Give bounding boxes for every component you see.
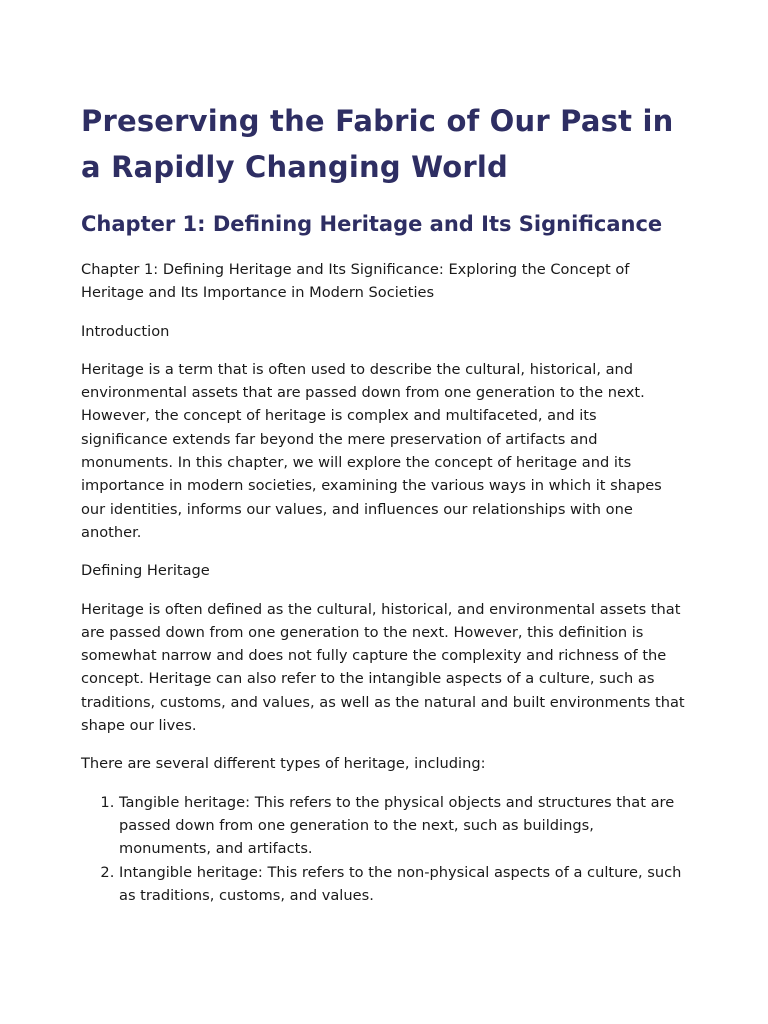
list-item: 1. Tangible heritage: This refers to the physical objects and structures that are passed down from one generation to the next, such as buildings, monuments, and artifacts. (119, 791, 685, 861)
chapter-heading: Chapter 1: Defining Heritage and Its Significance (81, 212, 663, 236)
document-title: Preserving the Fabric of Our Past in a Rapidly Changing World (81, 104, 674, 184)
introduction-paragraph: Heritage is a term that is often used to describe the cultural, historical, and environmental assets that are passed down from one generation to the next. However, the concept of heritage is complex and multifaceted, and its significance extends far beyond the mere preservation of artifacts and monuments. In this chapter, we will explore the concept of heritage and its importance in modern societies, examining the various ways in which it shapes our identities, informs our values, and influences our relationships with one another. (81, 360, 662, 541)
list-item: 2. Intangible heritage: This refers to the non-physical aspects of a culture, such as traditions, customs, and values. (119, 861, 685, 908)
heritage-types-intro: There are several different types of heritage, including: (81, 755, 486, 773)
heritage-types-list (81, 791, 685, 907)
document-page (81, 98, 685, 907)
defining-heritage-paragraph: Heritage is often defined as the cultural, historical, and environmental assets that are passed down from one generation to the next. However, this definition is somewhat narrow and does not fully capture the complexity and richness of the concept. Heritage can also refer to the intangible aspects of a culture, such as traditions, customs, and values, as well as the natural and built environments that shape our lives. (81, 600, 685, 735)
section-label-introduction: Introduction (81, 322, 170, 340)
chapter-subtitle-paragraph: Chapter 1: Defining Heritage and Its Significance: Exploring the Concept of Heritage and Its Importance in Modern Societies (81, 261, 630, 302)
section-label-defining-heritage: Defining Heritage (81, 562, 210, 580)
